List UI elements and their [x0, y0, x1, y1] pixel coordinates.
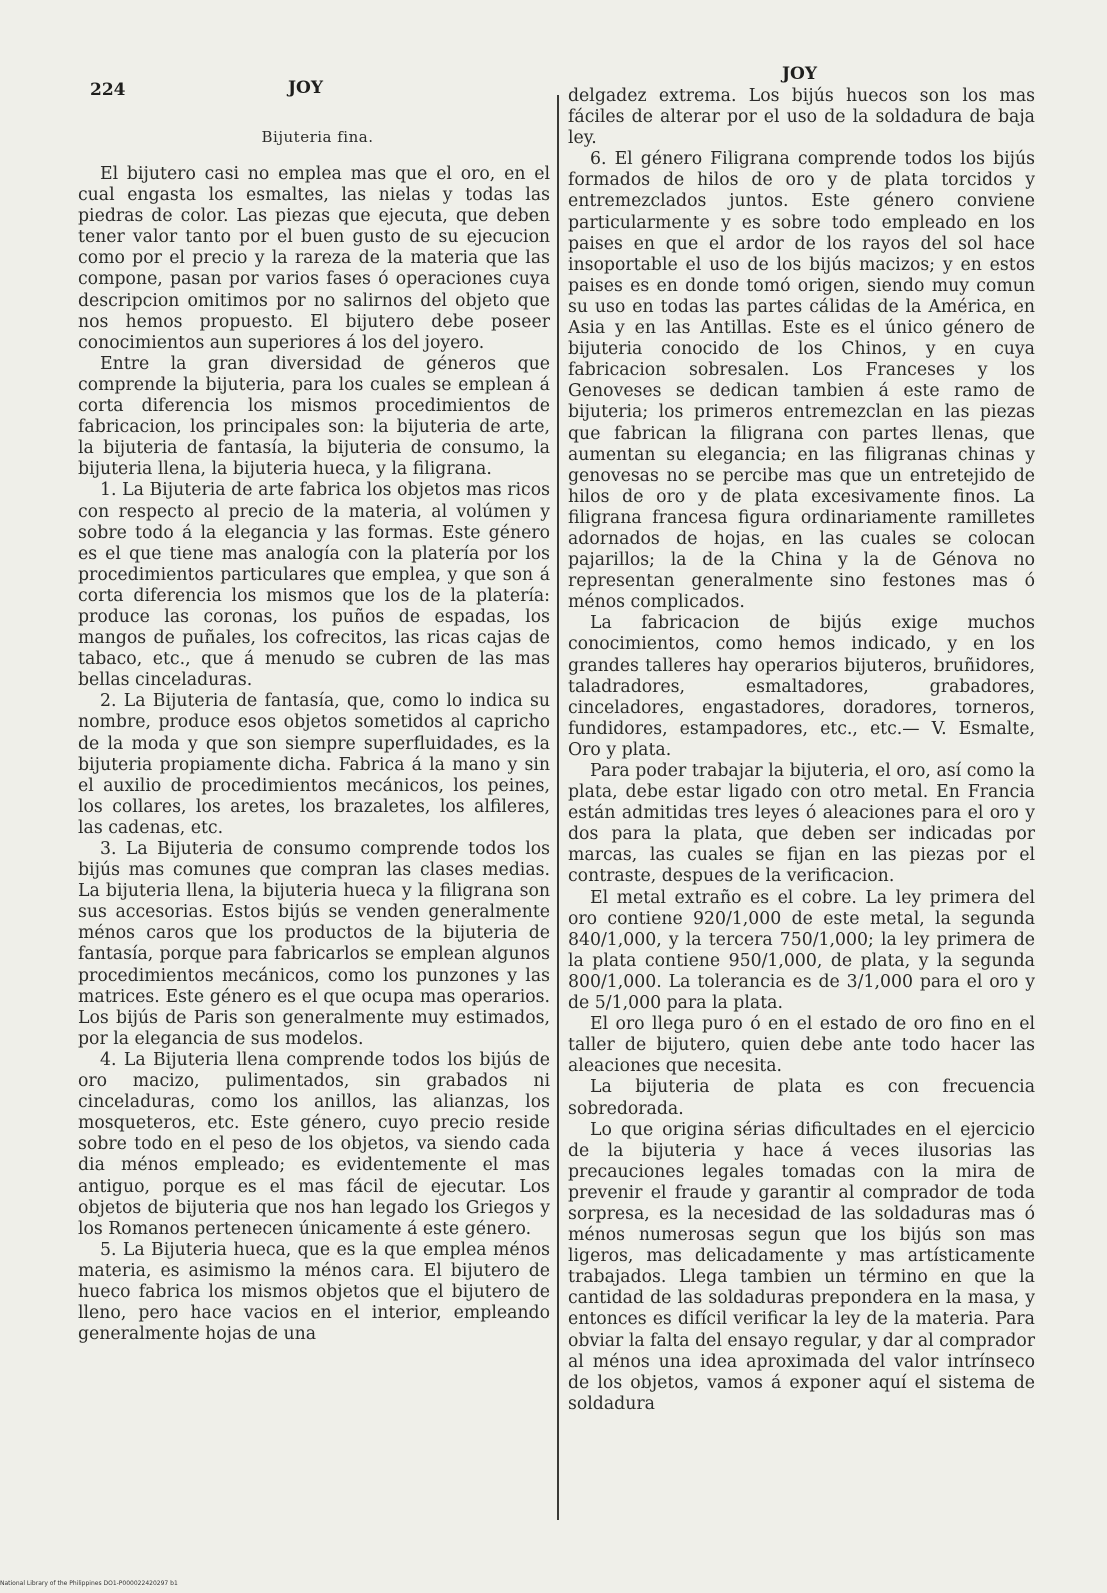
paragraph: 6. El género Filigrana comprende todos los bijús formados de hilos de oro y de plata torcidos y entremezclados juntos. Este género conviene particularmente y es sobre todo empleado en los paises en que el ardor de los rayos del sol hace insoportable el uso de los bijús macizos; y en estos paises es en donde tomó origen, siendo muy comun su uso en todas las partes cálidas de la América, en Asia y en las Antillas. Este es el único género de bijuteria conocido de los Chinos, y en cuya fabricacion sobresalen. Los Franceses y los Genoveses se dedican tambien á este ramo de bijuteria; los primeros entremezclan en las piezas que fabrican la filigrana con partes llenas, que aumentan su elegancia; en las filigranas chinas y genovesas no se percibe mas que un entretejido de hilos de oro y de plata excesivamente finos. La filigrana francesa figura ordinariamente ramilletes adornados de hojas, en las cuales se colocan pajarillos; la de la China y la de Génova no representan generalmente sino festones mas ó ménos complicados. — [568, 149, 1035, 613]
scan-footer: National Library of the Philippines DO1-P000022420297 b1 — [0, 1580, 178, 1587]
paragraph: La bijuteria de plata es con frecuencia sobredorada. — [568, 1077, 1035, 1119]
column-divider — [557, 95, 559, 1520]
paragraph: 4. La Bijuteria llena comprende todos los bijús de oro macizo, pulimentados, sin grabados ni cinceladuras, como los anillos, las alianzas, los mosqueteros, etc. Este género, cuyo precio reside sobre todo en el peso de los objetos, va siendo cada dia ménos empleado; es evidentemente el mas antiguo, porque es el mas fácil de ejecutar. Los objetos de bijuteria que nos han legado los Griegos y los Romanos pertenecen únicamente á este género. — [78, 1049, 550, 1239]
paragraph: El bijutero casi no emplea mas que el oro, en el cual engasta los esmaltes, las nielas y todas las piedras de color. Las piezas que ejecuta, que deben tener valor tanto por el buen gusto de su ejecucion como por el precio y la rareza de la materia que las compone, pasan por varios fases ó operaciones cuya descripcion omitimos por no salirnos del objeto que nos hemos propuesto. El bijutero debe poseer conocimientos aun superiores á los del joyero. — [78, 164, 550, 353]
paragraph: El metal extraño es el cobre. La ley primera del oro contiene 920/1,000 de este metal, la segunda 840/1,000, y la tercera 750/1,000; la ley primera de la plata contiene 950/1,000, de plata, y la segunda 800/1,000. La tolerancia es de 3/1,000 para el oro y de 5/1,000 para la plata. — [568, 887, 1035, 1014]
paragraph: 3. La Bijuteria de consumo comprende todos los bijús mas comunes que compran las clases medias. La bijuteria llena, la bijuteria hueca y la filigrana son sus accesorias. Estos bijús se venden generalmente ménos caros que los productos de la bijuteria de fantasía, porque para fabricarlos se emplean algunos procedimientos mecánicos, como los punzones y las matrices. Este género es el que ocupa mas operarios. Los bijús de Paris son generalmente muy estimados, por la elegancia de sus modelos. — [78, 839, 550, 1049]
page-number: 224 — [90, 80, 126, 100]
paragraph: Entre la gran diversidad de géneros que comprende la bijuteria, para los cuales se emplean á corta diferencia los mismos procedimientos de fabricacion, los principales son: la bijuteria de arte, la bijuteria de fantasía, la bijuteria de consumo, la bijuteria llena, la bijuteria hueca, y la filigrana. — [78, 353, 550, 480]
paragraph: 2. La Bijuteria de fantasía, que, como lo indica su nombre, produce esos objetos sometidos al capricho de la moda y que son siempre superfluidades, es la bijuteria propiamente dicha. Fabrica á la mano y sin el auxilio de procedimientos mecánicos, los peines, los collares, los aretes, los brazaletes, los alfileres, las cadenas, etc. — [78, 691, 550, 838]
paragraph: Para poder trabajar la bijuteria, el oro, así como la plata, debe estar ligado con otro metal. En Francia están admitidas tres leyes ó aleaciones para el oro y dos para la plata, que deben ser indicadas por marcas, las cuales se fijan en las piezas por el contraste, despues de la verificacion. — [568, 761, 1035, 887]
left-column — [78, 164, 550, 1345]
paragraph: 5. La Bijuteria hueca, que es la que emplea ménos materia, es asimismo la ménos cara. El bijutero de hueco fabrica los mismos objetos que el bijutero de lleno, pero hace vacios en el interior, empleando generalmente hojas de una — [78, 1239, 550, 1345]
running-head-left: JOY — [288, 78, 323, 98]
right-column — [568, 86, 1035, 1415]
paragraph: Lo que origina sérias dificultades en el ejercicio de la bijuteria y hace á veces ilusorias las precauciones legales tomadas con la mira de prevenir el fraude y garantir al comprador de toda sorpresa, es la necesidad de las soldaduras mas ó ménos numerosas segun que los bijús son mas ligeros, mas delicadamente y mas artísticamente trabajados. Llega tambien un término en que la cantidad de las soldaduras prepondera en la masa, y entonces es difícil verificar la ley de la materia. Para obviar la falta del ensayo regular, y dar al comprador al ménos una idea aproximada del valor intrínseco de los objetos, vamos á exponer aquí el sistema de soldadura — [568, 1119, 1035, 1414]
paragraph: 1. La Bijuteria de arte fabrica los objetos mas ricos con respecto al precio de la materia, al volúmen y sobre todo á la elegancia y las formas. Este género es el que tiene mas analogía con la platería por los procedimientos particulares que emplea, y que son á corta diferencia los mismos que los de la platería: produce las coronas, los puños de espadas, los mangos de puñales, los cofrecitos, las ricas cajas de tabaco, etc., que á menudo se cubren de las mas bellas cinceladuras. — [78, 480, 550, 691]
paragraph: La fabricacion de bijús exige muchos conocimientos, como hemos indicado, y en los grandes talleres hay operarios bijuteros, bruñidores, taladradores, esmaltadores, grabadores, cinceladores, engastadores, doradores, torneros, fundidores, estampadores, etc., etc.— V. Esmalte, Oro y plata. — [568, 613, 1035, 760]
running-head-right: JOY — [782, 64, 817, 84]
paragraph-continuation: delgadez extrema. Los bijús huecos son los mas fáciles de alterar por el uso de la soldadura de baja ley. — [568, 86, 1035, 149]
paragraph: El oro llega puro ó en el estado de oro fino en el taller de bijutero, quien debe ante todo hacer las aleaciones que necesita. — [568, 1014, 1035, 1077]
section-title: Bijuteria fina. — [261, 128, 374, 146]
